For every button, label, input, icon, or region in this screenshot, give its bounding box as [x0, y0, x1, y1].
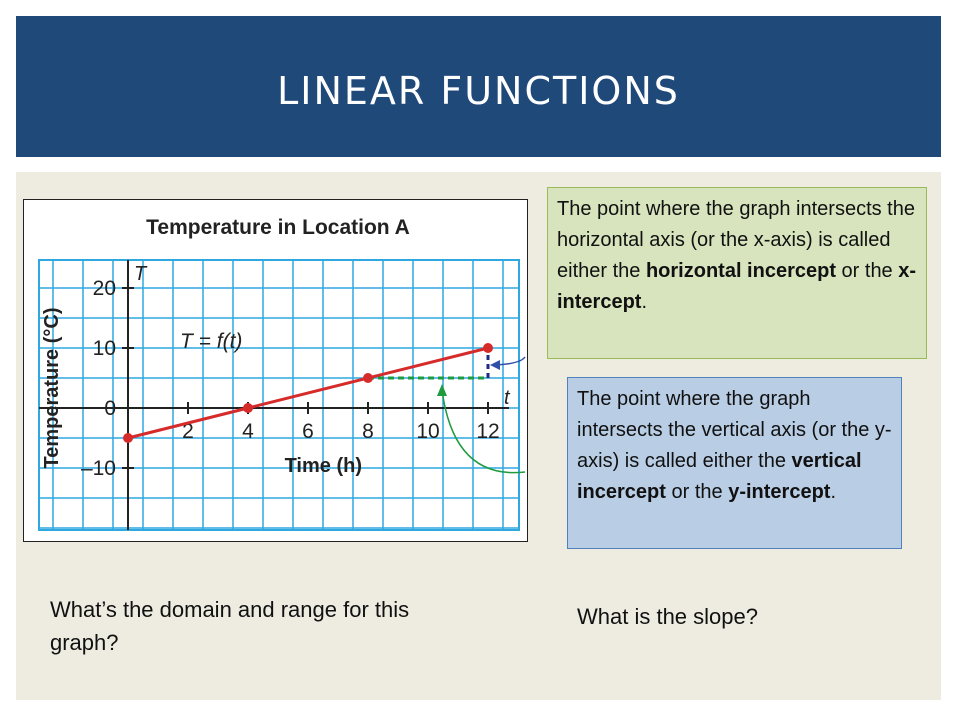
callout-h-intro: The point where the graph intersects the horizontal axis (or the x-axis) is called either the: [557, 198, 915, 282]
y-axis-label: Temperature (°C): [41, 307, 63, 469]
data-point: [483, 343, 493, 353]
slide-title: LINEAR FUNCTIONS: [277, 68, 680, 113]
chart-grid: [39, 260, 519, 530]
data-point: [123, 433, 133, 443]
y-tick-label: 20: [92, 277, 116, 300]
run-arrowhead: [437, 384, 447, 396]
domain-range-question: What’s the domain and range for this graph?: [50, 597, 410, 655]
callout-v-end: .: [830, 481, 837, 503]
horizontal-intercept-callout: [547, 187, 927, 359]
slope-question: What is the slope?: [577, 604, 758, 629]
vertical-intercept-callout: [567, 377, 902, 549]
callout-v-intro: The point where the graph intersects the vertical axis (or the y-axis) is called either the: [577, 388, 892, 472]
x-tick-label: 10: [416, 420, 440, 443]
chart-annotations: [368, 348, 525, 473]
x-tick-label: 4: [242, 420, 254, 443]
y-tick-label: 10: [92, 337, 116, 360]
x-axis-name: t: [504, 387, 510, 409]
chart-figure: [23, 199, 528, 542]
function-label: T = f(t): [180, 330, 243, 353]
temperature-chart: [24, 200, 527, 541]
callout-v-term1: vertical incercept: [577, 450, 862, 503]
callout-h-mid: or the: [835, 260, 899, 282]
chart-title: Temperature in Location A: [146, 216, 410, 239]
callout-v-term2: y-intercept: [728, 481, 831, 503]
callout-h-term1: horizontal incercept: [645, 260, 836, 282]
y-tick-label: –10: [80, 457, 116, 480]
x-tick-label: 2: [182, 420, 194, 443]
x-axis-label: Time (h): [284, 455, 362, 477]
callout-h-end: .: [641, 291, 648, 313]
callout-v-mid: or the: [665, 481, 729, 503]
x-tick-label: 6: [302, 420, 314, 443]
x-tick-label: 12: [476, 420, 500, 443]
data-point: [243, 403, 253, 413]
x-tick-label: 8: [362, 420, 374, 443]
y-axis-name: T: [134, 263, 147, 285]
title-bar: [16, 16, 941, 157]
callout-h-term2: x-intercept: [557, 260, 917, 313]
data-point: [363, 373, 373, 383]
rise-arrowhead: [490, 360, 500, 370]
y-tick-label: 0: [104, 397, 116, 420]
grid-border: [39, 260, 519, 530]
